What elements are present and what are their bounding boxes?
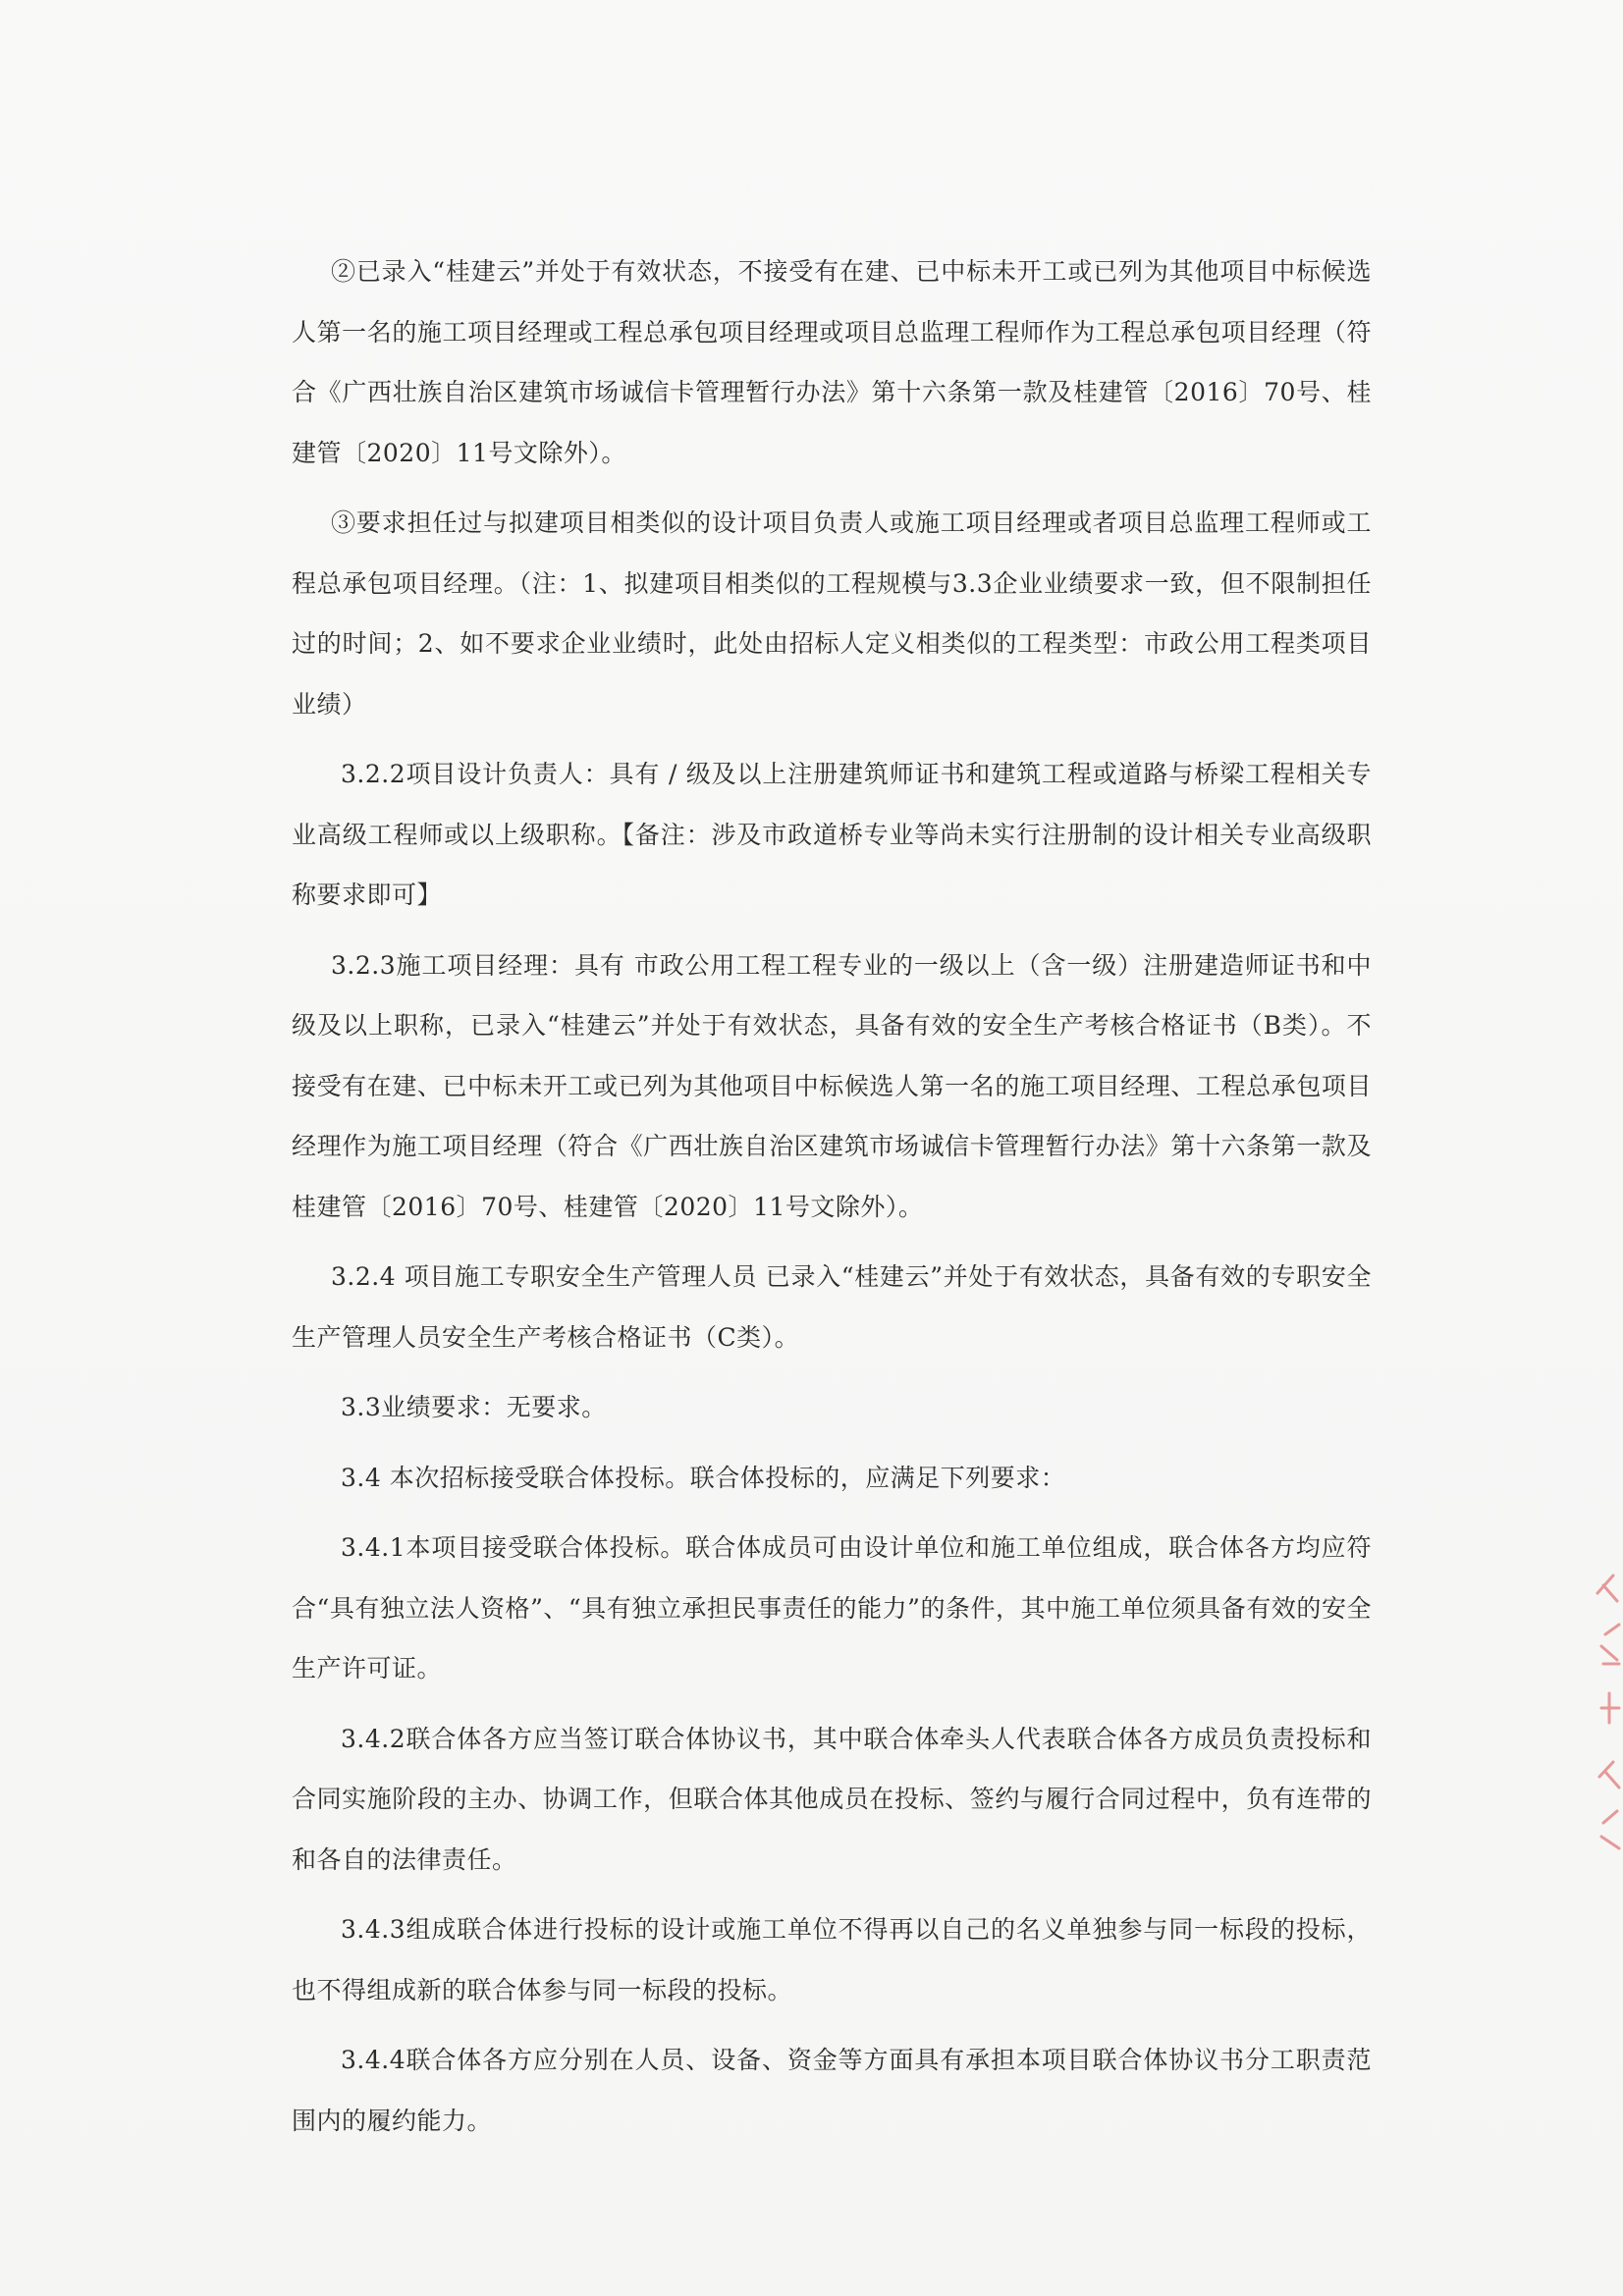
paragraph-3-3: 3.3业绩要求：无要求。 [341,1393,607,1421]
seal-stamp-edge-icon [1584,1566,1623,1860]
paragraph-3-4-4: 3.4.4联合体各方应分别在人员、设备、资金等方面具有承担本项目联合体协议书分工职责范围内的履约能力。 [292,2046,1372,2135]
paragraph-item-3: ③要求担任过与拟建项目相类似的设计项目负责人或施工项目经理或者项目总监理工程师或工程总承包项目经理。（注：1、拟建项目相类似的工程规模与3.3企业业绩要求一致，但不限制担任过的时间；2、如不要求企业业绩时，此处由招标人定义相类似的工程类型：市政公用工程类项目业绩） [292,508,1372,719]
paragraph-3-4: 3.4 本次招标接受联合体投标。联合体投标的，应满足下列要求： [341,1463,1066,1492]
paragraph-3-4-3: 3.4.3组成联合体进行投标的设计或施工单位不得再以自己的名义单独参与同一标段的投标，也不得组成新的联合体参与同一标段的投标。 [292,1915,1372,2004]
paragraph-item-2: ②已录入“桂建云”并处于有效状态，不接受有在建、已中标未开工或已列为其他项目中标候选人第一名的施工项目经理或工程总承包项目经理或项目总监理工程师作为工程总承包项目经理（符合《广西壮族自治区建筑市场诚信卡管理暂行办法》第十六条第一款及桂建管〔2016〕70号、桂建管〔2020〕11号文除外）。 [292,257,1372,467]
seal-stamp-marks [1584,1566,1623,1860]
paragraph-3-2-3: 3.2.3施工项目经理：具有 市政公用工程工程专业的一级以上（含一级）注册建造师证书和中级及以上职称，已录入“桂建云”并处于有效状态，具备有效的安全生产考核合格证书（B类）。不接受有在建、已中标未开工或已列为其他项目中标候选人第一名的施工项目经理、工程总承包项目经理作为施工项目经理（符合《广西壮族自治区建筑市场诚信卡管理暂行办法》第十六条第一款及桂建管〔2016〕70号、桂建管〔2020〕11号文除外）。 [292,950,1372,1221]
paragraph-3-2-2: 3.2.2项目设计负责人：具有 / 级及以上注册建筑师证书和建筑工程或道路与桥梁工程相关专业高级工程师或以上级职称。【备注：涉及市政道桥专业等尚未实行注册制的设计相关专业高级职称要求即可】 [292,760,1372,909]
paragraph-3-4-2: 3.4.2联合体各方应当签订联合体协议书，其中联合体牵头人代表联合体各方成员负责投标和合同实施阶段的主办、协调工作，但联合体其他成员在投标、签约与履行合同过程中，负有连带的和各自的法律责任。 [292,1724,1372,1874]
paragraph-3-4-1: 3.4.1本项目接受联合体投标。联合体成员可由设计单位和施工单位组成，联合体各方均应符合“具有独立法人资格”、“具有独立承担民事责任的能力”的条件，其中施工单位须具备有效的安全生产许可证。 [292,1533,1372,1682]
paragraph-3-2-4: 3.2.4 项目施工专职安全生产管理人员 已录入“桂建云”并处于有效状态，具备有效的专职安全生产管理人员安全生产考核合格证书（C类）。 [292,1262,1372,1352]
document-body [292,241,1372,2161]
